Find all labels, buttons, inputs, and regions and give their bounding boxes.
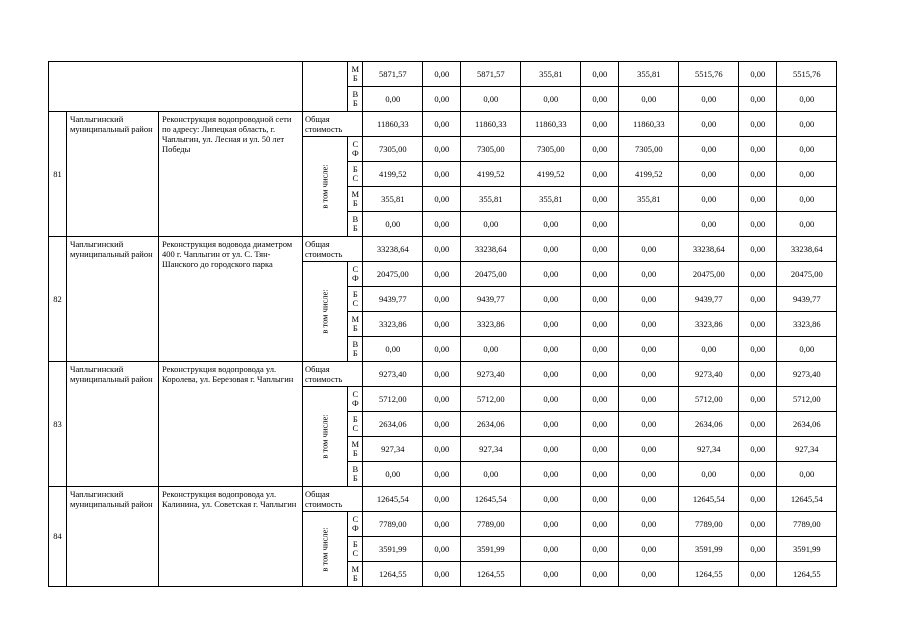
value-cell: 7789,00 xyxy=(777,512,837,537)
total-cost-label: Общая стоимость xyxy=(303,112,363,137)
value-cell: 0,00 xyxy=(521,237,581,262)
value-cell: 5871,57 xyxy=(461,62,521,87)
object-name: Реконструкция водопровода ул. Королева, ул. Березовая г. Чаплыгин xyxy=(159,362,303,487)
value-cell: 0,00 xyxy=(521,462,581,487)
value-cell: 0,00 xyxy=(619,487,679,512)
entry-number: 82 xyxy=(49,237,67,362)
entry-total-row xyxy=(49,237,837,262)
value-cell: 2634,06 xyxy=(679,412,739,437)
value-cell: 7789,00 xyxy=(461,512,521,537)
value-cell: 7789,00 xyxy=(679,512,739,537)
value-cell: 0,00 xyxy=(461,462,521,487)
value-cell: 33238,64 xyxy=(363,237,423,262)
value-cell: 0,00 xyxy=(739,162,777,187)
value-cell: 12645,54 xyxy=(363,487,423,512)
value-cell: 0,00 xyxy=(619,387,679,412)
value-cell: 0,00 xyxy=(423,462,461,487)
value-cell: 3323,86 xyxy=(461,312,521,337)
value-cell: 0,00 xyxy=(777,187,837,212)
value-cell: 11860,33 xyxy=(363,112,423,137)
value-cell: 0,00 xyxy=(777,162,837,187)
value-cell: 33238,64 xyxy=(679,237,739,262)
value-cell: 0,00 xyxy=(739,212,777,237)
value-cell: 0,00 xyxy=(521,212,581,237)
value-cell: 0,00 xyxy=(777,87,837,112)
value-cell: 0,00 xyxy=(777,112,837,137)
value-cell: 11860,33 xyxy=(619,112,679,137)
including-label: в том числе: xyxy=(319,164,330,209)
value-cell: 0,00 xyxy=(777,462,837,487)
value-cell: 0,00 xyxy=(581,437,619,462)
value-cell: 0,00 xyxy=(581,237,619,262)
value-cell: 0,00 xyxy=(423,112,461,137)
value-cell: 0,00 xyxy=(423,312,461,337)
fund-code: В Б xyxy=(348,462,363,487)
total-cost-label: Общая стоимость xyxy=(303,362,363,387)
value-cell: 0,00 xyxy=(581,87,619,112)
including-label: в том числе: xyxy=(319,414,330,459)
fund-code: М Б xyxy=(348,437,363,462)
value-cell: 0,00 xyxy=(619,87,679,112)
value-cell: 0,00 xyxy=(581,112,619,137)
value-cell: 0,00 xyxy=(739,487,777,512)
value-cell: 0,00 xyxy=(423,537,461,562)
fund-code: В Б xyxy=(348,337,363,362)
value-cell: 0,00 xyxy=(461,337,521,362)
fund-code: М Б xyxy=(348,62,363,87)
value-cell: 9273,40 xyxy=(461,362,521,387)
value-cell: 0,00 xyxy=(739,437,777,462)
prev-entry-including-cell xyxy=(303,62,348,112)
value-cell: 355,81 xyxy=(461,187,521,212)
value-cell: 0,00 xyxy=(423,262,461,287)
fund-code: Б С xyxy=(348,287,363,312)
value-cell: 0,00 xyxy=(581,537,619,562)
value-cell: 0,00 xyxy=(581,312,619,337)
value-cell: 0,00 xyxy=(581,462,619,487)
value-cell: 12645,54 xyxy=(461,487,521,512)
fund-code: М Б xyxy=(348,312,363,337)
value-cell: 0,00 xyxy=(679,87,739,112)
district-name: Чаплыгинский муниципальный район xyxy=(67,487,159,587)
value-cell: 0,00 xyxy=(521,512,581,537)
including-label: в том числе: xyxy=(319,526,330,572)
value-cell: 0,00 xyxy=(521,337,581,362)
value-cell: 1264,55 xyxy=(363,562,423,587)
value-cell: 0,00 xyxy=(423,137,461,162)
value-cell: 0,00 xyxy=(423,287,461,312)
value-cell: 0,00 xyxy=(423,187,461,212)
value-cell: 33238,64 xyxy=(777,237,837,262)
value-cell: 0,00 xyxy=(679,137,739,162)
value-cell: 2634,06 xyxy=(461,412,521,437)
value-cell: 0,00 xyxy=(739,187,777,212)
total-cost-label: Общая стоимость xyxy=(303,487,363,512)
value-cell: 0,00 xyxy=(739,237,777,262)
value-cell: 0,00 xyxy=(363,87,423,112)
value-cell: 0,00 xyxy=(581,562,619,587)
value-cell: 0,00 xyxy=(739,137,777,162)
value-cell: 0,00 xyxy=(619,287,679,312)
value-cell: 0,00 xyxy=(619,362,679,387)
value-cell: 2634,06 xyxy=(363,412,423,437)
value-cell: 0,00 xyxy=(619,337,679,362)
value-cell: 0,00 xyxy=(619,262,679,287)
value-cell: 927,34 xyxy=(363,437,423,462)
value-cell: 5515,76 xyxy=(777,62,837,87)
table-body xyxy=(49,62,837,587)
value-cell: 0,00 xyxy=(423,512,461,537)
value-cell: 5712,00 xyxy=(363,387,423,412)
value-cell: 355,81 xyxy=(363,187,423,212)
value-cell: 0,00 xyxy=(521,362,581,387)
value-cell: 0,00 xyxy=(423,337,461,362)
value-cell: 0,00 xyxy=(521,487,581,512)
fund-code: М Б xyxy=(348,562,363,587)
value-cell: 0,00 xyxy=(619,312,679,337)
value-cell: 0,00 xyxy=(679,337,739,362)
value-cell: 0,00 xyxy=(423,212,461,237)
value-cell: 20475,00 xyxy=(363,262,423,287)
value-cell: 0,00 xyxy=(521,87,581,112)
prev-entry-cell xyxy=(49,62,303,112)
entry-number: 84 xyxy=(49,487,67,587)
entry-total-row xyxy=(49,112,837,137)
value-cell: 0,00 xyxy=(581,512,619,537)
value-cell: 12645,54 xyxy=(777,487,837,512)
value-cell: 0,00 xyxy=(423,162,461,187)
budget-table xyxy=(48,61,837,587)
value-cell: 0,00 xyxy=(521,537,581,562)
value-cell: 0,00 xyxy=(581,362,619,387)
value-cell: 0,00 xyxy=(739,387,777,412)
value-cell: 0,00 xyxy=(739,337,777,362)
value-cell: 7305,00 xyxy=(363,137,423,162)
value-cell: 0,00 xyxy=(581,287,619,312)
value-cell: 0,00 xyxy=(581,212,619,237)
value-cell: 7789,00 xyxy=(363,512,423,537)
value-cell: 0,00 xyxy=(739,262,777,287)
value-cell: 12645,54 xyxy=(679,487,739,512)
value-cell: 0,00 xyxy=(739,462,777,487)
value-cell: 0,00 xyxy=(521,312,581,337)
value-cell: 7305,00 xyxy=(521,137,581,162)
value-cell: 0,00 xyxy=(581,387,619,412)
total-cost-label: Общая стоимость xyxy=(303,237,363,262)
including-label-cell xyxy=(303,137,348,237)
value-cell: 20475,00 xyxy=(679,262,739,287)
value-cell: 0,00 xyxy=(739,537,777,562)
value-cell: 20475,00 xyxy=(777,262,837,287)
value-cell: 7305,00 xyxy=(619,137,679,162)
value-cell: 9439,77 xyxy=(363,287,423,312)
value-cell xyxy=(619,212,679,237)
value-cell: 0,00 xyxy=(461,87,521,112)
value-cell: 0,00 xyxy=(581,487,619,512)
fund-code: С Ф xyxy=(348,387,363,412)
value-cell: 11860,33 xyxy=(461,112,521,137)
value-cell: 0,00 xyxy=(739,112,777,137)
value-cell: 0,00 xyxy=(619,512,679,537)
value-cell: 0,00 xyxy=(581,337,619,362)
value-cell: 0,00 xyxy=(423,237,461,262)
value-cell: 0,00 xyxy=(423,437,461,462)
value-cell: 9439,77 xyxy=(679,287,739,312)
district-name: Чаплыгинский муниципальный район xyxy=(67,362,159,487)
value-cell: 9439,77 xyxy=(777,287,837,312)
value-cell: 9273,40 xyxy=(679,362,739,387)
including-label-cell xyxy=(303,512,348,587)
value-cell: 0,00 xyxy=(521,437,581,462)
value-cell: 0,00 xyxy=(521,412,581,437)
value-cell: 0,00 xyxy=(363,337,423,362)
value-cell: 927,34 xyxy=(461,437,521,462)
fund-code: Б С xyxy=(348,412,363,437)
value-cell: 0,00 xyxy=(363,462,423,487)
value-cell: 1264,55 xyxy=(461,562,521,587)
value-cell: 3591,99 xyxy=(461,537,521,562)
value-cell: 0,00 xyxy=(619,562,679,587)
value-cell: 0,00 xyxy=(777,137,837,162)
fund-code: С Ф xyxy=(348,512,363,537)
fund-code: Б С xyxy=(348,537,363,562)
value-cell: 927,34 xyxy=(679,437,739,462)
value-cell: 3323,86 xyxy=(679,312,739,337)
value-cell: 0,00 xyxy=(739,312,777,337)
value-cell: 3591,99 xyxy=(777,537,837,562)
value-cell: 0,00 xyxy=(739,87,777,112)
value-cell: 0,00 xyxy=(461,212,521,237)
value-cell: 0,00 xyxy=(521,262,581,287)
value-cell: 355,81 xyxy=(619,62,679,87)
value-cell: 0,00 xyxy=(619,537,679,562)
value-cell: 0,00 xyxy=(581,162,619,187)
value-cell: 1264,55 xyxy=(777,562,837,587)
value-cell: 0,00 xyxy=(423,412,461,437)
value-cell: 0,00 xyxy=(777,212,837,237)
value-cell: 0,00 xyxy=(423,62,461,87)
value-cell: 3323,86 xyxy=(363,312,423,337)
value-cell: 0,00 xyxy=(739,362,777,387)
object-name: Реконструкция водопроводной сети по адресу: Липецкая область, г. Чаплыгин, ул. Лесная и ул. 50 лет Победы xyxy=(159,112,303,237)
value-cell: 20475,00 xyxy=(461,262,521,287)
value-cell: 5712,00 xyxy=(777,387,837,412)
value-cell: 2634,06 xyxy=(777,412,837,437)
value-cell: 0,00 xyxy=(679,162,739,187)
value-cell: 355,81 xyxy=(521,62,581,87)
value-cell: 0,00 xyxy=(581,137,619,162)
table-row xyxy=(49,62,837,87)
value-cell: 0,00 xyxy=(423,362,461,387)
value-cell: 355,81 xyxy=(619,187,679,212)
including-label: в том числе: xyxy=(319,289,330,334)
including-label-cell xyxy=(303,387,348,487)
including-label-cell xyxy=(303,262,348,362)
value-cell: 3591,99 xyxy=(679,537,739,562)
value-cell: 0,00 xyxy=(739,62,777,87)
value-cell: 0,00 xyxy=(581,62,619,87)
entry-number: 83 xyxy=(49,362,67,487)
value-cell: 0,00 xyxy=(739,287,777,312)
value-cell: 0,00 xyxy=(423,562,461,587)
entry-total-row xyxy=(49,362,837,387)
value-cell: 4199,52 xyxy=(521,162,581,187)
value-cell: 4199,52 xyxy=(461,162,521,187)
value-cell: 0,00 xyxy=(423,387,461,412)
value-cell: 0,00 xyxy=(679,112,739,137)
object-name: Реконструкция водовода диаметром 400 г. Чаплыгин от ул. С. Тян-Шанского до городского парка xyxy=(159,237,303,362)
value-cell: 355,81 xyxy=(521,187,581,212)
value-cell: 0,00 xyxy=(521,387,581,412)
value-cell: 9439,77 xyxy=(461,287,521,312)
value-cell: 0,00 xyxy=(679,187,739,212)
value-cell: 0,00 xyxy=(739,512,777,537)
value-cell: 0,00 xyxy=(679,462,739,487)
entry-total-row xyxy=(49,487,837,512)
value-cell: 0,00 xyxy=(423,487,461,512)
value-cell: 0,00 xyxy=(619,437,679,462)
value-cell: 9273,40 xyxy=(363,362,423,387)
value-cell: 33238,64 xyxy=(461,237,521,262)
object-name: Реконструкция водопровода ул. Калинина, ул. Советская г. Чаплыгин xyxy=(159,487,303,587)
value-cell: 0,00 xyxy=(363,212,423,237)
value-cell: 0,00 xyxy=(619,412,679,437)
value-cell: 0,00 xyxy=(521,562,581,587)
value-cell: 0,00 xyxy=(679,212,739,237)
value-cell: 0,00 xyxy=(739,412,777,437)
value-cell: 11860,33 xyxy=(521,112,581,137)
value-cell: 3323,86 xyxy=(777,312,837,337)
fund-code: Б С xyxy=(348,162,363,187)
fund-code: С Ф xyxy=(348,137,363,162)
district-name: Чаплыгинский муниципальный район xyxy=(67,112,159,237)
entry-number: 81 xyxy=(49,112,67,237)
value-cell: 4199,52 xyxy=(619,162,679,187)
value-cell: 5712,00 xyxy=(461,387,521,412)
value-cell: 0,00 xyxy=(777,337,837,362)
fund-code: В Б xyxy=(348,87,363,112)
fund-code: С Ф xyxy=(348,262,363,287)
value-cell: 4199,52 xyxy=(363,162,423,187)
value-cell: 0,00 xyxy=(581,412,619,437)
district-name: Чаплыгинский муниципальный район xyxy=(67,237,159,362)
value-cell: 0,00 xyxy=(619,462,679,487)
value-cell: 0,00 xyxy=(581,187,619,212)
value-cell: 3591,99 xyxy=(363,537,423,562)
value-cell: 0,00 xyxy=(739,562,777,587)
value-cell: 927,34 xyxy=(777,437,837,462)
fund-code: В Б xyxy=(348,212,363,237)
value-cell: 5871,57 xyxy=(363,62,423,87)
value-cell: 0,00 xyxy=(423,87,461,112)
value-cell: 1264,55 xyxy=(679,562,739,587)
value-cell: 7305,00 xyxy=(461,137,521,162)
value-cell: 0,00 xyxy=(521,287,581,312)
value-cell: 5712,00 xyxy=(679,387,739,412)
value-cell: 9273,40 xyxy=(777,362,837,387)
value-cell: 5515,76 xyxy=(679,62,739,87)
value-cell: 0,00 xyxy=(619,237,679,262)
value-cell: 0,00 xyxy=(581,262,619,287)
fund-code: М Б xyxy=(348,187,363,212)
